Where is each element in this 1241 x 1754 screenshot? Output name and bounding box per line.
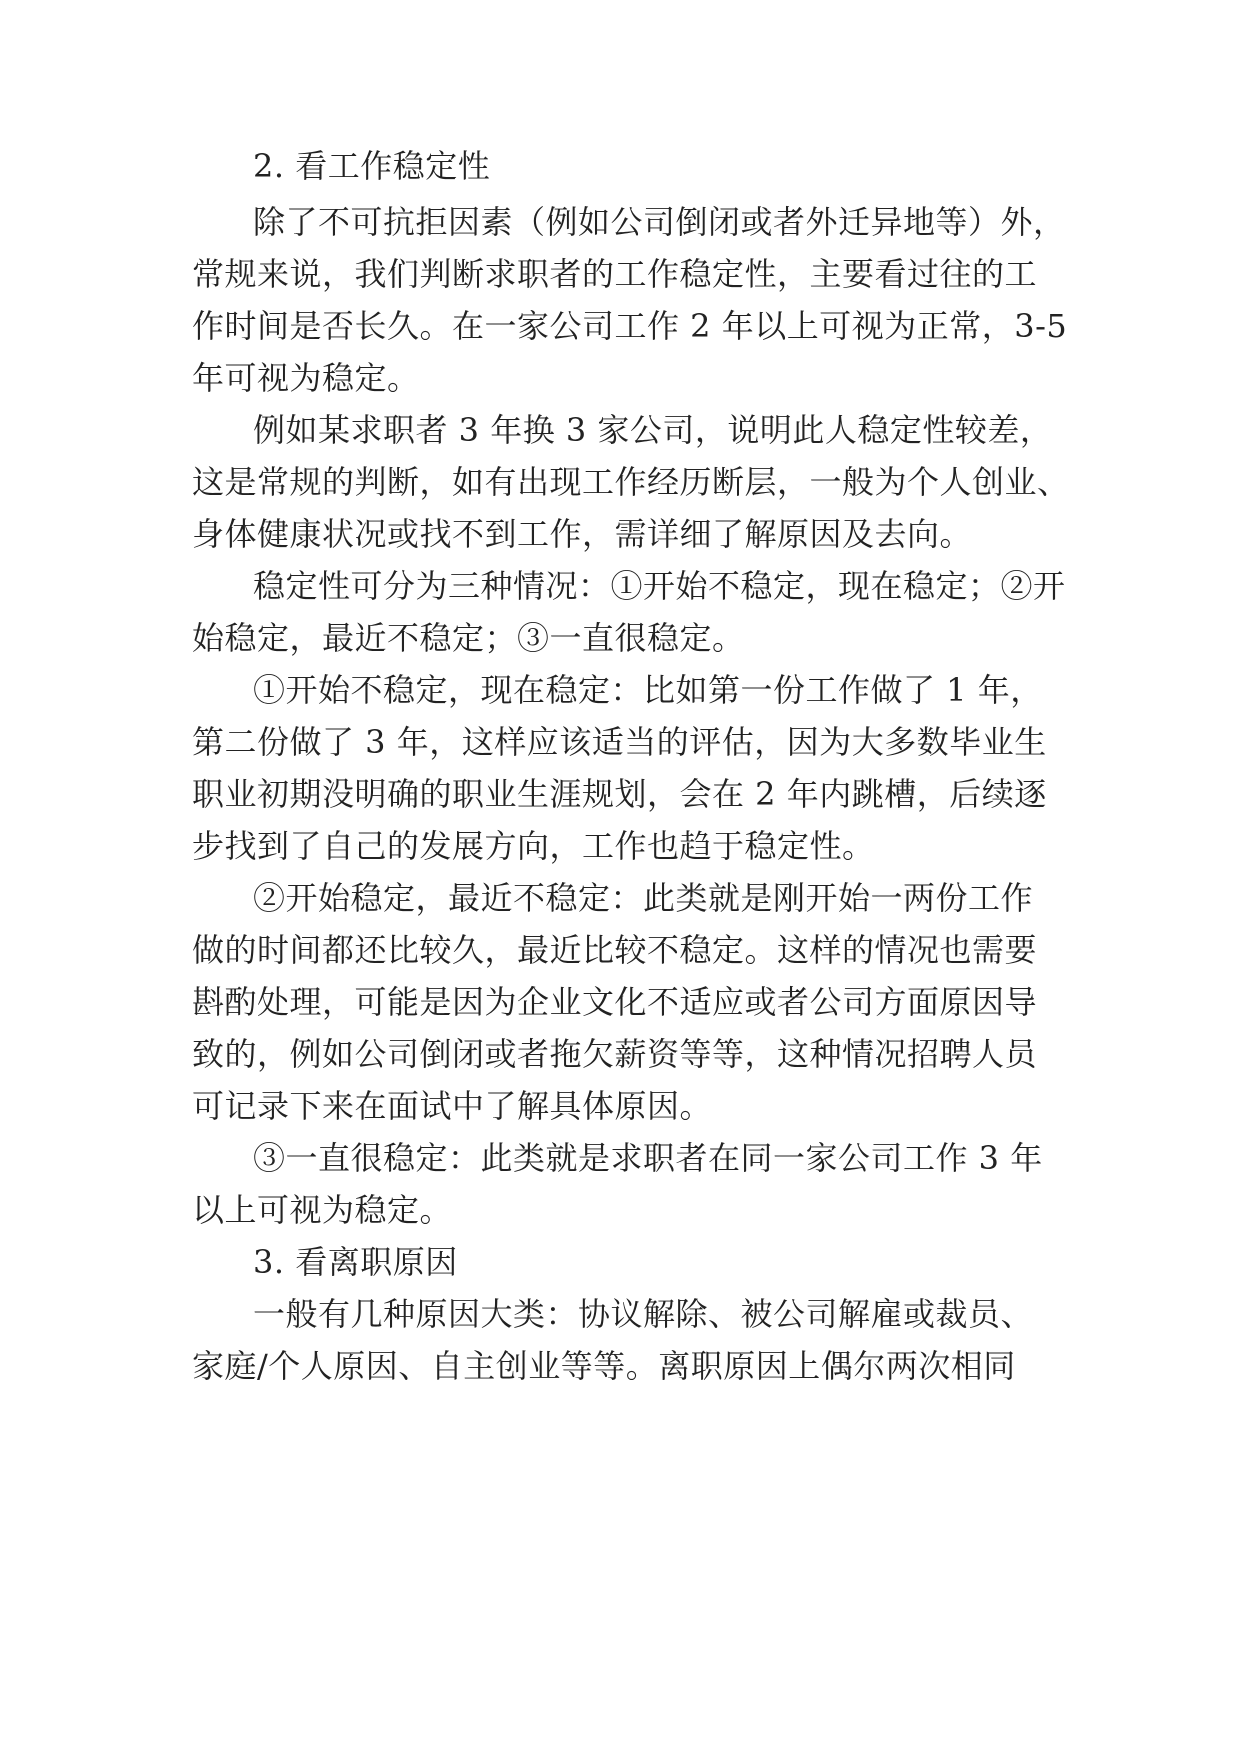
text-line: 做的时间都还比较久，最近比较不稳定。这样的情况也需要 [192,931,1038,969]
text-line: 除了不可抗拒因素（例如公司倒闭或者外迁异地等）外， [253,203,1066,241]
text-line: ①开始不稳定，现在稳定：比如第一份工作做了 1 年， [253,671,1043,709]
text-line: 作时间是否长久。在一家公司工作 2 年以上可视为正常，3-5 [192,307,1068,345]
text-line: 始稳定，最近不稳定；③一直很稳定。 [192,619,745,657]
text-line: 斟酌处理，可能是因为企业文化不适应或者公司方面原因导 [192,983,1038,1021]
text-line: 致的，例如公司倒闭或者拖欠薪资等等，这种情况招聘人员 [192,1035,1038,1073]
text-line: 以上可视为稳定。 [192,1191,453,1229]
section-heading-stability: 2. 看工作稳定性 [253,147,491,185]
text-line: 步找到了自己的发展方向，工作也趋于稳定性。 [192,827,875,865]
text-line: ②开始稳定，最近不稳定：此类就是刚开始一两份工作 [253,879,1034,917]
text-line: 稳定性可分为三种情况：①开始不稳定，现在稳定；②开 [253,567,1066,605]
text-line: 职业初期没明确的职业生涯规划，会在 2 年内跳槽，后续逐 [192,775,1047,813]
text-line: 一般有几种原因大类：协议解除、被公司解雇或裁员、 [253,1295,1034,1333]
text-line: 例如某求职者 3 年换 3 家公司，说明此人稳定性较差， [253,411,1053,449]
text-line: 可记录下来在面试中了解具体原因。 [192,1087,713,1125]
text-line: 第二份做了 3 年，这样应该适当的评估，因为大多数毕业生 [192,723,1047,761]
text-line: 家庭/个人原因、自主创业等等。离职原因上偶尔两次相同 [192,1347,1016,1385]
text-line: 这是常规的判断，如有出现工作经历断层，一般为个人创业、 [192,463,1070,501]
text-line: 身体健康状况或找不到工作，需详细了解原因及去向。 [192,515,973,553]
section-heading-reasons: 3. 看离职原因 [253,1243,458,1281]
text-line: 常规来说，我们判断求职者的工作稳定性，主要看过往的工 [192,255,1038,293]
text-line: ③一直很稳定：此类就是求职者在同一家公司工作 3 年 [253,1139,1043,1177]
text-line: 年可视为稳定。 [192,359,420,397]
